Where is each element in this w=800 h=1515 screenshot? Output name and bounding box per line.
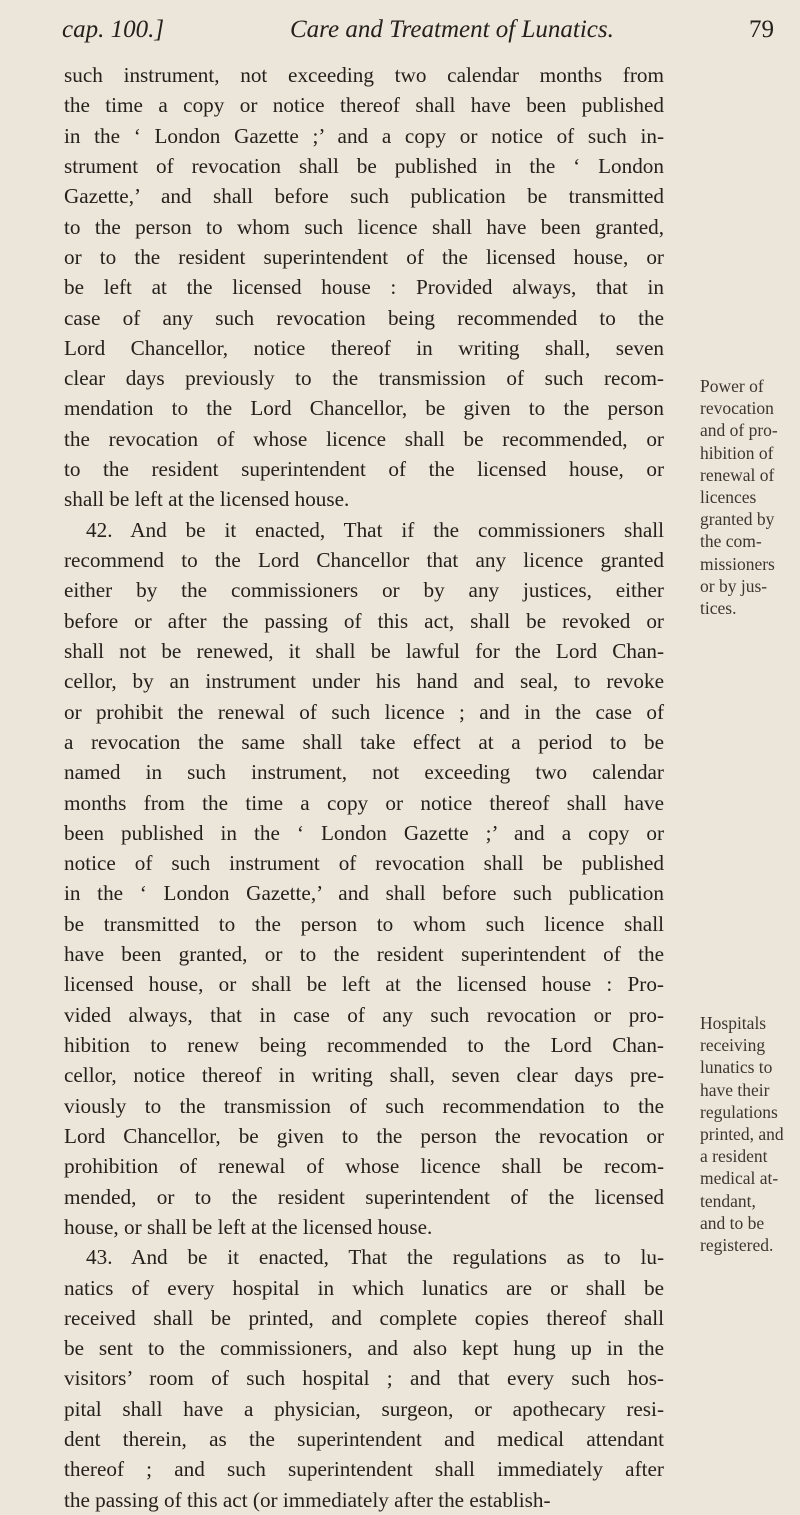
margin-note-line: or by jus-	[700, 575, 768, 596]
margin-note-line: and of pro-	[700, 420, 778, 441]
text-line: Lord Chancellor, notice thereof in writing shall, seven	[64, 335, 664, 360]
text-line: the revocation of whose licence shall be recommended, or	[64, 426, 664, 451]
text-line: before or after the passing of this act, shall be revoked or	[64, 608, 664, 633]
text-line: thereof ; and such superintendent shall immediately after	[64, 1457, 664, 1482]
text-line: in the ‘ London Gazette ;’ and a copy or notice of such in-	[64, 123, 664, 148]
margin-note-line: the com-	[700, 531, 762, 552]
margin-note-section-42	[700, 375, 796, 619]
margin-note-line: revocation	[700, 398, 774, 419]
text-line: received shall be printed, and complete copies thereof shall	[64, 1305, 664, 1330]
text-line: be transmitted to the person to whom such licence shall	[64, 911, 664, 936]
text-line: Gazette,’ and shall before such publication be transmitted	[64, 184, 664, 209]
text-line: have been granted, or to the resident superintendent of the	[64, 942, 664, 967]
text-line: such instrument, not exceeding two calendar months from	[64, 63, 664, 87]
margin-note-line: regulations	[700, 1101, 778, 1122]
margin-note-line: Hospitals	[700, 1013, 767, 1033]
text-line: mended, or to the resident superintendent of the licensed	[64, 1184, 664, 1209]
text-line: natics of every hospital in which lunatics are or shall be	[64, 1275, 664, 1300]
body-text	[64, 60, 664, 1515]
text-line: notice of such instrument of revocation shall be published	[64, 851, 664, 876]
text-line: strument of revocation shall be published in the ‘ London	[64, 153, 664, 178]
margin-note-line: missioners	[700, 553, 775, 574]
margin-note-line: tendant,	[700, 1190, 756, 1211]
text-line: visitors’ room of such hospital ; and that every such hos-	[64, 1366, 664, 1391]
text-line: case of any such revocation being recommended to the	[64, 305, 664, 330]
text-line: or to the resident superintendent of the licensed house, or	[64, 244, 664, 269]
text-line: been published in the ‘ London Gazette ;’ and a copy or	[64, 820, 664, 845]
text-line: or prohibit the renewal of such licence ; and in the case of	[64, 699, 664, 724]
margin-note-section-43	[700, 1012, 796, 1256]
text-line: be sent to the commissioners, and also kept hung up in the	[64, 1336, 664, 1361]
margin-note-line: a resident	[700, 1146, 768, 1167]
text-line: named in such instrument, not exceeding two calendar	[64, 760, 664, 785]
margin-note-line: hibition of	[700, 442, 774, 463]
margin-note-line: renewal of	[700, 464, 775, 485]
text-line: to the person to whom such licence shall have been granted,	[64, 214, 664, 239]
running-header	[62, 16, 774, 56]
text-line: cellor, notice thereof in writing shall, seven clear days pre-	[64, 1063, 664, 1088]
text-line: the passing of this act (or immediately after the establish-	[64, 1487, 551, 1512]
text-line: 42. And be it enacted, That if the commissioners shall	[86, 517, 664, 542]
margin-note-line: tices.	[700, 597, 737, 618]
text-line: the time a copy or notice thereof shall have been published	[64, 93, 664, 118]
margin-note-line: licences	[700, 486, 757, 507]
margin-note-line: receiving	[700, 1035, 766, 1056]
text-line: be left at the licensed house : Provided always, that in	[64, 275, 664, 300]
text-line: in the ‘ London Gazette,’ and shall before such publication	[64, 881, 664, 906]
page-number: 79	[749, 16, 774, 43]
text-line: dent therein, as the superintendent and medical attendant	[64, 1427, 664, 1452]
margin-note-line: have their	[700, 1079, 770, 1100]
text-line: cellor, by an instrument under his hand and seal, to revoke	[64, 669, 664, 694]
text-line: prohibition of renewal of whose licence shall be recom-	[64, 1154, 664, 1179]
text-line: shall be left at the licensed house.	[64, 487, 350, 512]
text-line: house, or shall be left at the licensed house.	[64, 1214, 433, 1239]
text-line: clear days previously to the transmission of such recom-	[64, 366, 664, 391]
text-line: shall not be renewed, it shall be lawful for the Lord Chan-	[64, 638, 664, 663]
text-line: 43. And be it enacted, That the regulations as to lu-	[86, 1245, 664, 1270]
margin-note-line: granted by	[700, 509, 775, 530]
text-line: a revocation the same shall take effect at a period to be	[64, 729, 664, 754]
margin-note-line: medical at-	[700, 1168, 779, 1189]
text-line: licensed house, or shall be left at the licensed house : Pro-	[64, 972, 664, 997]
text-line: mendation to the Lord Chancellor, be given to the person	[64, 396, 664, 421]
margin-note-line: printed, and	[700, 1123, 784, 1144]
text-line: viously to the transmission of such recommendation to the	[64, 1093, 664, 1118]
text-line: pital shall have a physician, surgeon, or apothecary resi-	[64, 1396, 664, 1421]
margin-note-line: lunatics to	[700, 1057, 773, 1078]
margin-note-line: and to be	[700, 1212, 765, 1233]
text-line: to the resident superintendent of the licensed house, or	[64, 457, 664, 482]
chapter-reference: cap. 100.]	[62, 16, 165, 43]
text-line: Lord Chancellor, be given to the person the revocation or	[64, 1123, 664, 1148]
text-line: months from the time a copy or notice thereof shall have	[64, 790, 664, 815]
running-title: Care and Treatment of Lunatics.	[290, 16, 614, 43]
text-line: recommend to the Lord Chancellor that any licence granted	[64, 548, 664, 572]
text-line: hibition to renew being recommended to the Lord Chan-	[64, 1033, 664, 1057]
margin-note-line: Power of	[700, 376, 764, 396]
text-line: either by the commissioners or by any justices, either	[64, 578, 664, 603]
text-line: vided always, that in case of any such revocation or pro-	[64, 1002, 664, 1027]
margin-note-line: registered.	[700, 1234, 774, 1255]
